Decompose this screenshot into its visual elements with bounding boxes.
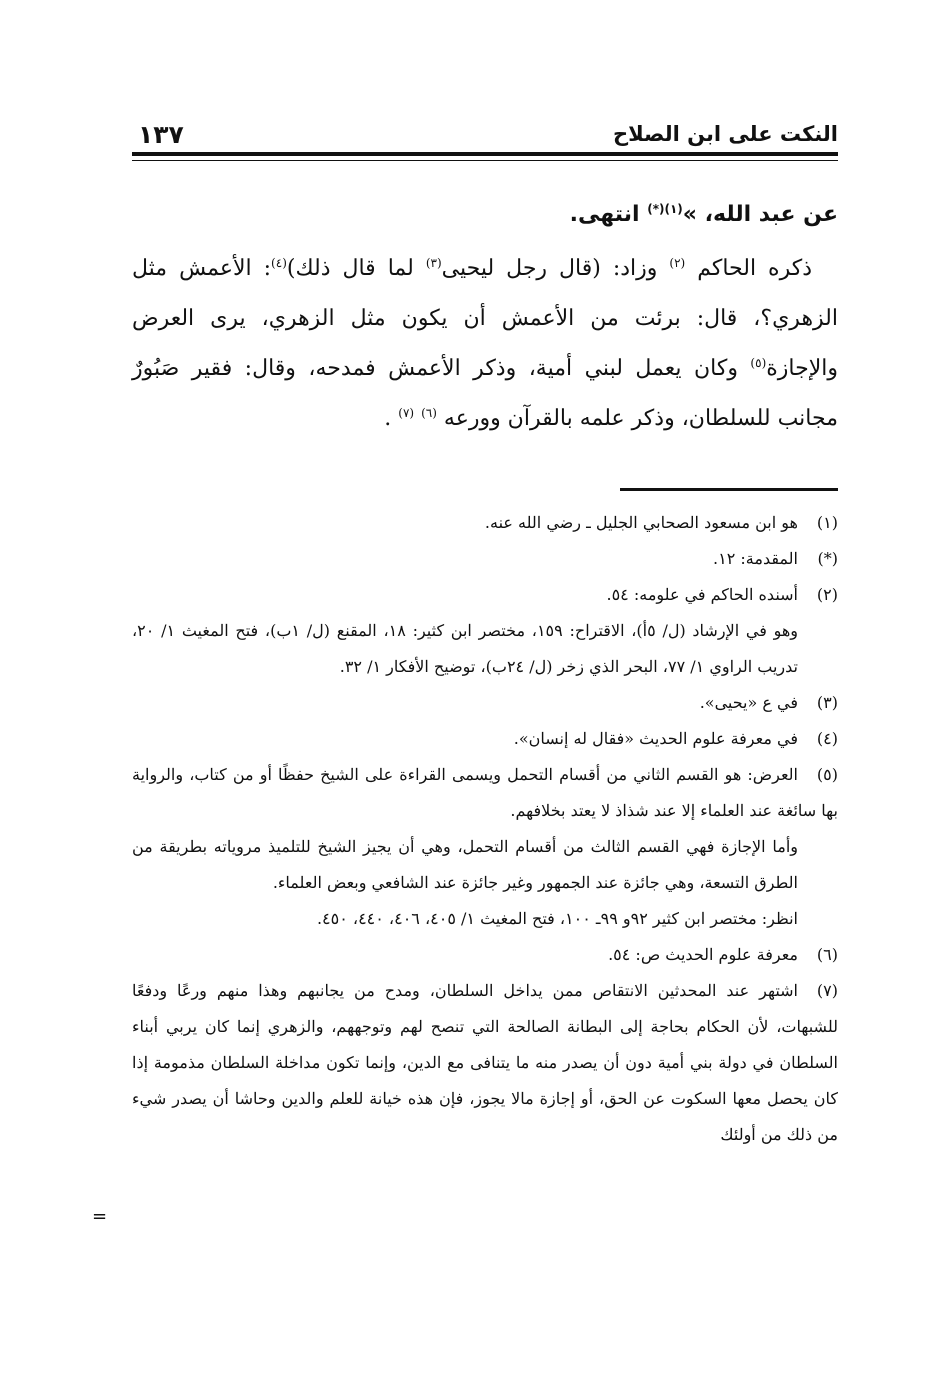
para-text-1: ذكره الحاكم [685,256,812,281]
footnote-text: أسنده الحاكم في علومه: ٥٤. [606,585,798,604]
para-text-2: وزاد: (قال رجل ليحيى [441,256,670,281]
page-number: ١٣٧ [138,120,184,149]
footnote-text: اشتهر عند المحدثين الانتقاص ممن يداخل السلطان، ومدح من يجانبهم وهذا منهم ورعًا ودفعًا للشبهات، لأن الحكام بحاجة إلى البطانة الصالحة التي تنصح لهم وتوجههم، والزهري إنما كان يربي أبناء السلطان في دولة بني أمية دون أن يصدر منه ما يتنافى مع الدين، وإنما تكون مداخلة السلطان مذمومة إذا كان يحصل معها السكوت عن الحق، أو إجازة مالا يجوز، فإن هذه خيانة للعلم والدين وحاشا أن يصدر شيء من ذلك من أولئك [132,981,838,1144]
footnote-label: (٦) [816,945,838,964]
footnote-ref-1: (١) [664,202,683,216]
footnote-text: انظر: مختصر ابن كثير ٩٢و ٩٩ـ ١٠٠، فتح المغيث ١/ ٤٠٥، ٤٠٦، ٤٤٠، ٤٥٠. [316,909,798,928]
footnote-continuation [132,901,838,937]
footnote-continuation [132,829,838,901]
footnote-continuation [132,613,838,685]
para-text-4: : الأعمش مثل الزهري؟، قال: برئت من الأعمش أن يكون مثل الزهري، يرى العرض والإجازة [132,256,838,381]
footnote-text: في معرفة علوم الحديث «فقال له إنسان». [513,729,798,748]
footnote-text: وهو في الإرشاد (ل/ ٥أ)، الاقتراح: ١٥٩، مختصر ابن كثير: ١٨، المقنع (ل/ ١ب)، فتح المغيث ١/ ٢٠، تدريب الراوي ١/ ٧٧، البحر الذي زخر (ل/ ٢٤ب)، توضيح الأفكار ١/ ٣٢. [132,621,799,676]
running-title: النكت على ابن الصلاح [612,122,838,146]
footnote-item [132,505,838,541]
footnote-label: (٥) [816,765,839,784]
footnotes [132,505,838,1153]
footnote-item [132,541,838,577]
footnote-item [132,577,838,613]
footnote-ref-star: (*) [647,202,665,216]
footnote-text: في ع «يحيى». [699,693,798,712]
footnote-label: (٧) [816,981,838,1000]
footnote-ref-5: (٥) [750,356,767,370]
para-text-3: لما قال ذلك) [286,256,426,281]
footnote-ref-6: (٦) [421,406,437,420]
footnote-label: (*) [817,549,838,568]
footnote-ref-3: (٣) [425,256,442,270]
lead-text-end: انتهى. [569,202,648,227]
lead-text-start: عن عبد الله، » [682,202,838,227]
footnote-ref-2: (٢) [669,256,686,270]
footnote-text: المقدمة: ١٢. [713,549,798,568]
main-paragraph [132,244,838,444]
footnote-item [132,721,838,757]
footnote-label: (٢) [816,585,838,604]
header-rule-thick [132,152,838,156]
footnote-ref-4: (٤) [271,256,287,270]
footnote-item [132,685,838,721]
footnote-text: وأما الإجازة فهي القسم الثالث من أقسام التحمل، وهي أن يجيز الشيخ للتلميذ مروياته بطريقة من الطرق التسعة، وهي جائزة عند الجمهور وغير جائزة عند الشافعي وبعض العلماء. [132,837,799,892]
footnote-label: (٤) [816,729,838,748]
footnote-label: (٣) [816,693,838,712]
footnote-text: معرفة علوم الحديث ص: ٥٤. [608,945,798,964]
footnote-ref-7: (٧) [398,406,415,420]
main-text [132,190,838,444]
continuation-mark: = [92,1206,108,1227]
footnote-separator [620,488,838,491]
para-text-6: . [384,406,399,431]
lead-line [132,190,838,240]
footnote-item [132,937,838,973]
footnote-text: هو ابن مسعود الصحابي الجليل ـ رضي الله عنه. [484,513,798,532]
footnote-item [132,973,838,1153]
footnote-item [132,757,838,829]
footnote-text: العرض: هو القسم الثاني من أقسام التحمل ويسمى القراءة على الشيخ حفظًا أو من كتاب، والرواية بها سائغة عند العلماء إلا عند شذاذ لا يعتد بخلافهم. [132,765,838,820]
para-text-5: وكان يعمل لبني أمية، وذكر الأعمش فمدحه، وقال: فقير صَبُورٌ مجانب للسلطان، وذكر علمه بالقرآن وورعه [132,356,838,431]
header-rule-thin [132,160,838,161]
footnote-label: (١) [816,513,838,532]
